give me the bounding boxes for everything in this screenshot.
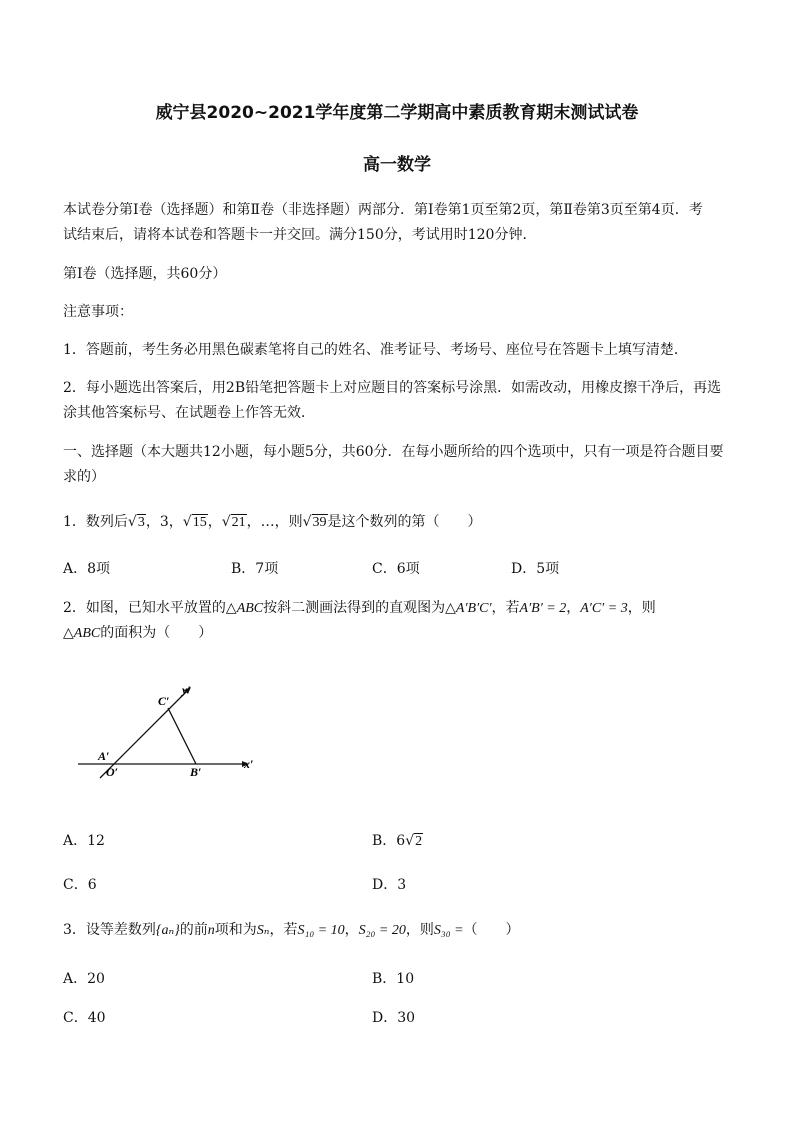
q2-option-a[interactable]: A．12 bbox=[63, 833, 105, 849]
q1-option-d[interactable]: D．5项 bbox=[511, 561, 560, 577]
question-3 bbox=[63, 918, 743, 943]
q1-sep-3: ，…，则 bbox=[246, 514, 303, 530]
question-1 bbox=[63, 510, 743, 534]
q2-eq-ab: A′B′ = 2 bbox=[519, 601, 567, 616]
q1-radicand-2: 15 bbox=[192, 515, 207, 530]
notice-title: 注意事项： bbox=[63, 304, 133, 320]
q3-text-a: 3．设等差数列 bbox=[63, 922, 156, 938]
sqrt-symbol: √ bbox=[182, 514, 192, 530]
q2-text-d: ， bbox=[566, 600, 581, 616]
q3-text-c: 项和为 bbox=[214, 922, 257, 938]
q2-text-f: 的面积为（ ） bbox=[100, 625, 213, 641]
sqrt-symbol: √ bbox=[221, 514, 231, 530]
part-heading-line-1: 一、选择题（本大题共12小题，每小题5分，共60分．在每小题所给的四个选项中，只有一项是符合题目要 bbox=[63, 444, 724, 460]
q2-text-a: 2．如图，已知水平放置的 bbox=[63, 600, 226, 616]
sqrt-symbol: √ bbox=[302, 514, 312, 530]
q1-option-c[interactable]: C．6项 bbox=[372, 561, 420, 577]
q2-option-b[interactable] bbox=[372, 830, 423, 850]
part-heading-line-2: 求的） bbox=[63, 469, 105, 485]
q3-option-d[interactable]: D．30 bbox=[372, 1010, 416, 1026]
q2-triangle-prime: △A′B′C′ bbox=[445, 601, 492, 616]
q3-n: n bbox=[207, 923, 215, 938]
side-cb bbox=[168, 708, 196, 764]
q2-text-b: 按斜二测画法得到的直观图为 bbox=[263, 600, 446, 616]
q3-sequence: {aₙ} bbox=[155, 923, 180, 938]
q1-sep-1: ，3， bbox=[145, 514, 183, 530]
question-2-line-2 bbox=[63, 621, 743, 646]
q3-text-e: ， bbox=[344, 922, 359, 938]
notice-item-2a: 2．每小题选出答案后，用2B铅笔把答题卡上对应题目的答案标号涂黑．如需改动，用橡皮擦干净后，再选 bbox=[63, 380, 722, 396]
q3-eq-s10: S₁₀ = 10 bbox=[297, 923, 345, 938]
label-o-prime: O′ bbox=[106, 765, 119, 779]
label-x-prime: x′ bbox=[244, 757, 254, 771]
q1-suffix: 是这个数列的第（ ） bbox=[327, 514, 482, 530]
q1-option-a[interactable]: A．8项 bbox=[63, 561, 111, 577]
q1-radicand-4: 39 bbox=[312, 515, 327, 530]
q3-option-b[interactable]: B．10 bbox=[372, 971, 415, 987]
q2-option-b-text: B．6 bbox=[372, 833, 406, 849]
sqrt-symbol: √ bbox=[405, 833, 415, 849]
section-heading: 第Ⅰ卷（选择题，共60分） bbox=[63, 266, 227, 282]
label-y-prime: y′ bbox=[182, 683, 191, 697]
q2-eq-ac: A′C′ = 3 bbox=[580, 601, 628, 616]
oblique-projection-figure bbox=[60, 670, 270, 800]
notice-item-2b: 涂其他答案标号、在试题卷上作答无效． bbox=[63, 405, 315, 421]
q3-text-g: （ ） bbox=[463, 922, 520, 938]
intro-line-1: 本试卷分第Ⅰ卷（选择题）和第Ⅱ卷（非选择题）两部分．第Ⅰ卷第1页至第2页，第Ⅱ卷第3页至第4页．考 bbox=[63, 202, 703, 218]
q3-text-f: ，则 bbox=[405, 922, 434, 938]
q3-eq-s20: S₂₀ = 20 bbox=[358, 923, 406, 938]
q2-option-d[interactable]: D．3 bbox=[372, 877, 407, 893]
q3-option-a[interactable]: A．20 bbox=[63, 971, 105, 987]
q1-option-b[interactable]: B．7项 bbox=[231, 561, 279, 577]
q1-radicand-3: 21 bbox=[231, 515, 246, 530]
q2-text-c: ，若 bbox=[491, 600, 520, 616]
label-a-prime: A′ bbox=[98, 749, 110, 763]
q2-text-e: ，则 bbox=[627, 600, 656, 616]
q2-triangle-abc-2: △ABC bbox=[63, 626, 101, 641]
q3-text-b: 的前 bbox=[179, 922, 208, 938]
q2-triangle-abc: △ABC bbox=[225, 601, 264, 616]
notice-item-1: 1．答题前，考生务必用黑色碳素笔将自己的姓名、准考证号、考场号、座位号在答题卡上填写清楚． bbox=[63, 342, 688, 358]
exam-subtitle: 高一数学 bbox=[363, 155, 431, 175]
q1-radicand-1: 3 bbox=[137, 515, 145, 530]
q2-option-b-radicand: 2 bbox=[415, 834, 423, 849]
exam-title: 威宁县2020~2021学年度第二学期高中素质教育期末测试试卷 bbox=[155, 103, 639, 123]
label-b-prime: B′ bbox=[190, 765, 202, 779]
q3-eq-s30: S₃₀ = bbox=[433, 923, 464, 938]
q3-sn: Sₙ bbox=[256, 923, 270, 938]
question-2-line-1 bbox=[63, 596, 743, 621]
q1-prefix: 1．数列后 bbox=[63, 514, 128, 530]
label-c-prime: C′ bbox=[158, 694, 170, 708]
q1-sep-2: ， bbox=[207, 514, 222, 530]
q3-text-d: ，若 bbox=[269, 922, 298, 938]
sqrt-symbol: √ bbox=[127, 514, 137, 530]
q2-option-c[interactable]: C．6 bbox=[63, 877, 97, 893]
q3-option-c[interactable]: C．40 bbox=[63, 1010, 106, 1026]
intro-line-2: 试结束后，请将本试卷和答题卡一并交回。满分150分，考试用时120分钟． bbox=[63, 227, 537, 243]
